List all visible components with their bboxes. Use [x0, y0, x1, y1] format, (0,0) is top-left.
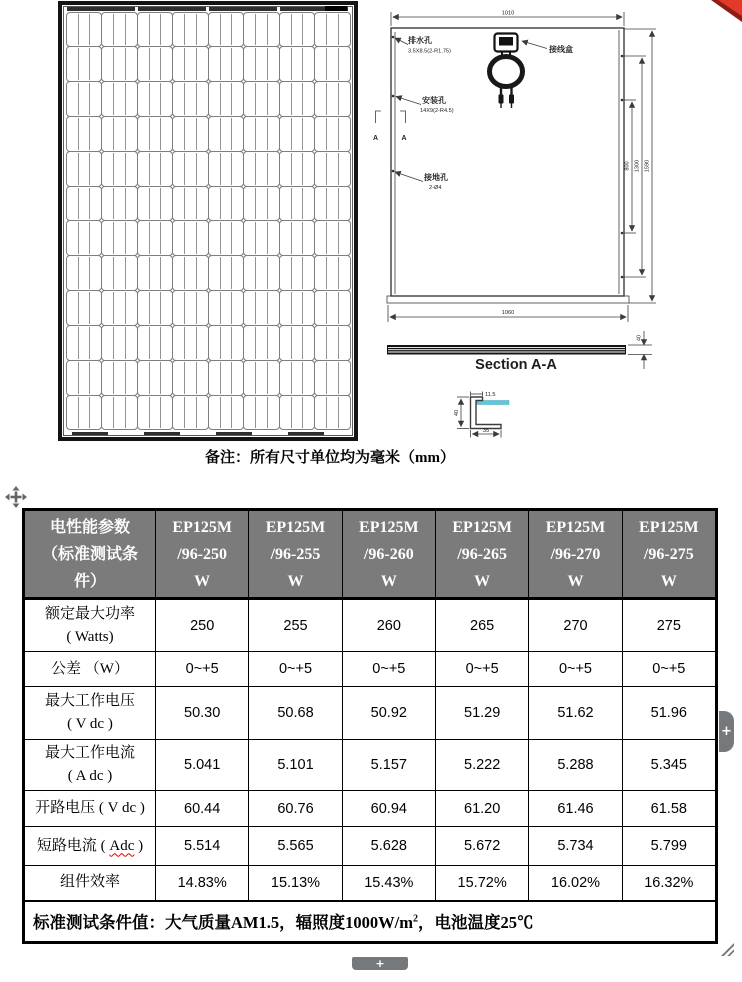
solar-cell [66, 255, 103, 291]
section-bar [387, 331, 652, 373]
value-cell[interactable]: 5.734 [529, 827, 622, 866]
svg-text:排水孔: 排水孔 [408, 36, 432, 45]
solar-cell [208, 220, 245, 256]
panel-bottom-busbar [216, 432, 252, 436]
solar-cell [137, 81, 174, 117]
solar-cell [101, 116, 138, 152]
svg-text:1010: 1010 [501, 10, 515, 17]
panel-cell-grid [66, 12, 350, 430]
header-line: EP125M [639, 518, 699, 536]
svg-text:11.5: 11.5 [485, 392, 496, 398]
value-cell[interactable]: 5.672 [435, 827, 528, 866]
value-cell[interactable]: 61.20 [435, 791, 528, 827]
svg-text:800: 800 [624, 161, 631, 171]
solar-cell [101, 151, 138, 187]
solar-cell [66, 116, 103, 152]
solar-cell [137, 255, 174, 291]
panel-corner-mark [325, 6, 347, 11]
model-header-cell[interactable] [342, 511, 435, 599]
solar-cell [172, 325, 209, 361]
solar-cell [314, 395, 351, 431]
solar-cell [279, 255, 316, 291]
value-cell[interactable]: 61.58 [622, 791, 715, 827]
value-cell[interactable]: 5.514 [156, 827, 249, 866]
header-line: W [474, 572, 491, 590]
header-line: /96-270 [550, 545, 601, 563]
solar-cell [243, 116, 280, 152]
value-cell[interactable]: 5.101 [249, 740, 342, 791]
value-cell[interactable]: 50.68 [249, 687, 342, 740]
table-row [25, 866, 716, 901]
spec-table [24, 510, 716, 942]
svg-text:1300: 1300 [634, 159, 641, 173]
solar-cell [208, 186, 245, 222]
solar-cell [137, 116, 174, 152]
solar-cell [314, 255, 351, 291]
solar-cell [314, 290, 351, 326]
value-cell[interactable]: 61.46 [529, 791, 622, 827]
solar-cell [66, 151, 103, 187]
solar-cell [208, 290, 245, 326]
solar-cell [279, 290, 316, 326]
solar-cell [66, 186, 103, 222]
panel-outline [387, 28, 629, 303]
solar-cell [101, 186, 138, 222]
solar-cell [172, 46, 209, 82]
solar-cell [279, 325, 316, 361]
solar-cell [66, 360, 103, 396]
solar-cell [243, 325, 280, 361]
solar-cell [101, 360, 138, 396]
spec-table-wrap [22, 508, 718, 944]
model-header-cell[interactable] [529, 511, 622, 599]
solar-cell [243, 220, 280, 256]
svg-text:3.5X8.5(2-R1.75): 3.5X8.5(2-R1.75) [408, 48, 451, 55]
solar-cell [208, 116, 245, 152]
solar-cell [208, 151, 245, 187]
label-line: ( V dc ) [67, 716, 113, 732]
solar-cell [101, 46, 138, 82]
stc-conditions-cell[interactable] [25, 901, 716, 942]
panel-top-busbar [67, 7, 349, 11]
header-line: W [287, 572, 304, 590]
solar-cell [101, 81, 138, 117]
solar-cell [101, 12, 138, 48]
label-line: ( A dc ) [67, 768, 113, 784]
solar-cell [137, 46, 174, 82]
solar-cell [243, 151, 280, 187]
value-cell[interactable]: 5.628 [342, 827, 435, 866]
solar-cell [243, 360, 280, 396]
solar-cell [243, 255, 280, 291]
solar-cell [314, 186, 351, 222]
solar-cell [66, 325, 103, 361]
header-line: W [194, 572, 211, 590]
solar-cell [314, 360, 351, 396]
value-cell[interactable]: 255 [249, 599, 342, 652]
value-cell[interactable]: 0~+5 [435, 652, 528, 687]
label-line: 最大工作电压 [44, 693, 135, 709]
solar-cell [101, 220, 138, 256]
value-cell[interactable]: 51.62 [529, 687, 622, 740]
solar-cell [314, 81, 351, 117]
solar-cell [208, 255, 245, 291]
value-cell[interactable]: 60.94 [342, 791, 435, 827]
header-line: 电性能参数 [49, 518, 130, 536]
solar-cell [172, 255, 209, 291]
table-row [25, 791, 716, 827]
value-cell[interactable]: 5.222 [435, 740, 528, 791]
solar-cell [137, 395, 174, 431]
model-header-cell[interactable] [156, 511, 249, 599]
solar-cell [172, 395, 209, 431]
label-line: 最大工作电流 [44, 745, 135, 761]
solar-cell [66, 290, 103, 326]
value-cell[interactable]: 275 [622, 599, 715, 652]
note-text[interactable]: 备注：所有尺寸单位均为毫米（mm） [205, 450, 455, 466]
stc-text: 标准测试条件值：大气质量AM1.5，辐照度1000W/m [33, 913, 413, 932]
solar-cell [66, 395, 103, 431]
solar-cell [66, 46, 103, 82]
row-label-cell[interactable] [25, 599, 156, 652]
header-line: /96-260 [363, 545, 414, 563]
solar-cell [66, 220, 103, 256]
solar-cell [243, 46, 280, 82]
value-cell[interactable]: 15.43% [342, 866, 435, 901]
solar-cell [279, 116, 316, 152]
table-resize-handle[interactable] [721, 943, 734, 956]
header-line: EP125M [359, 518, 419, 536]
value-cell[interactable]: 5.565 [249, 827, 342, 866]
param-header-cell[interactable] [25, 511, 156, 599]
solar-cell [243, 12, 280, 48]
solar-cell [137, 12, 174, 48]
value-cell[interactable]: 260 [342, 599, 435, 652]
solar-cell [208, 46, 245, 82]
solar-cell [172, 360, 209, 396]
svg-text:安装孔: 安装孔 [422, 96, 446, 105]
solar-cell [314, 151, 351, 187]
row-label-cell[interactable] [25, 652, 156, 687]
solar-cell [279, 395, 316, 431]
header-line: EP125M [452, 518, 512, 536]
label-line: ( Watts) [66, 628, 114, 645]
header-line: W [660, 572, 677, 590]
svg-text:40: 40 [454, 409, 460, 417]
value-cell[interactable]: 50.92 [342, 687, 435, 740]
solar-cell [208, 360, 245, 396]
value-cell[interactable]: 5.041 [156, 740, 249, 791]
label-text: 短路电流 ( [36, 837, 110, 854]
solar-cell [172, 12, 209, 48]
solar-cell [172, 290, 209, 326]
stc-superscript: 2 [412, 913, 418, 925]
svg-text:接线盒: 接线盒 [549, 45, 573, 54]
svg-text:40: 40 [636, 334, 643, 342]
callout-drain-hole [395, 35, 451, 55]
value-cell[interactable]: 0~+5 [529, 652, 622, 687]
svg-text:2-Ø4: 2-Ø4 [429, 185, 442, 191]
svg-text:A: A [401, 135, 407, 142]
value-cell[interactable]: 60.76 [249, 791, 342, 827]
solar-cell [101, 325, 138, 361]
header-row [25, 511, 716, 599]
value-cell[interactable]: 5.288 [529, 740, 622, 791]
solar-cell [101, 290, 138, 326]
header-line: /96-255 [270, 545, 321, 563]
callout-ground-hole [395, 172, 448, 191]
panel-bottom-busbar [72, 432, 108, 436]
table-row [25, 599, 716, 652]
value-cell[interactable]: 0~+5 [249, 652, 342, 687]
solar-cell [172, 81, 209, 117]
spec-table-header [25, 511, 716, 599]
solar-cell [101, 395, 138, 431]
label-line: 公差 （W） [51, 660, 129, 677]
svg-text:接地孔: 接地孔 [424, 173, 448, 182]
solar-cell [279, 360, 316, 396]
value-cell[interactable]: 15.13% [249, 866, 342, 901]
label-line [25, 835, 155, 858]
solar-cell [279, 81, 316, 117]
value-cell[interactable]: 265 [435, 599, 528, 652]
svg-text:1060: 1060 [501, 310, 515, 316]
table-row [25, 740, 716, 791]
header-line: EP125M [172, 518, 232, 536]
label-text-misspell: Adc [109, 837, 135, 854]
header-line: （标准测试条 [41, 545, 138, 563]
row-label-cell[interactable] [25, 866, 156, 901]
value-cell[interactable]: 60.44 [156, 791, 249, 827]
header-line: W [567, 572, 584, 590]
value-cell[interactable]: 5.799 [622, 827, 715, 866]
svg-text:A: A [373, 135, 379, 142]
value-cell[interactable]: 16.02% [529, 866, 622, 901]
dimension-drawing [370, 0, 742, 450]
callout-junction-box [522, 41, 573, 54]
table-row [25, 827, 716, 866]
model-header-cell[interactable] [435, 511, 528, 599]
value-cell[interactable]: 5.157 [342, 740, 435, 791]
svg-text:1590: 1590 [644, 159, 651, 173]
solar-cell [208, 12, 245, 48]
header-line: /96-250 [177, 545, 228, 563]
value-cell[interactable]: 14.83% [156, 866, 249, 901]
frame-profile-detail [454, 392, 509, 438]
solar-cell [66, 12, 103, 48]
svg-text:35: 35 [482, 428, 490, 434]
solar-cell [314, 116, 351, 152]
insert-column-handle[interactable]: + [719, 711, 734, 752]
solar-cell [208, 81, 245, 117]
dim-bottom-1060 [388, 305, 628, 322]
dim-right-side [624, 29, 656, 303]
solar-cell [279, 151, 316, 187]
solar-cell [101, 255, 138, 291]
spec-table-body [25, 599, 716, 942]
row-label-cell[interactable] [25, 791, 156, 827]
solar-cell [279, 46, 316, 82]
header-line: /96-265 [457, 545, 508, 563]
row-label-cell[interactable] [25, 687, 156, 740]
junction-box-graphic [490, 34, 523, 109]
svg-text:Section A-A: Section A-A [475, 357, 557, 373]
solar-cell [314, 12, 351, 48]
solar-cell [279, 186, 316, 222]
svg-text:14X9(2-R4.5): 14X9(2-R4.5) [420, 108, 454, 114]
table-move-handle[interactable] [5, 486, 27, 508]
stc-text: ，电池温度25℃ [417, 913, 534, 932]
label-line: 组件效率 [59, 874, 120, 891]
value-cell[interactable]: 51.96 [622, 687, 715, 740]
value-cell[interactable]: 51.29 [435, 687, 528, 740]
solar-cell [137, 360, 174, 396]
solar-cell [243, 186, 280, 222]
insert-row-handle[interactable]: + [352, 957, 408, 970]
label-line: 开路电压 ( V dc ) [35, 800, 145, 816]
value-cell[interactable]: 0~+5 [342, 652, 435, 687]
solar-cell [314, 325, 351, 361]
header-line: EP125M [545, 518, 606, 536]
row-label-cell[interactable] [25, 827, 156, 866]
header-line: 件） [73, 572, 106, 590]
solar-cell [243, 395, 280, 431]
dim-top-1010 [391, 11, 624, 27]
value-cell[interactable]: 50.30 [156, 687, 249, 740]
solar-cell [243, 81, 280, 117]
solar-cell [314, 46, 351, 82]
value-cell[interactable]: 16.32% [622, 866, 715, 901]
value-cell[interactable]: 15.72% [435, 866, 528, 901]
solar-cell [208, 395, 245, 431]
solar-cell [137, 151, 174, 187]
value-cell[interactable]: 270 [529, 599, 622, 652]
value-cell[interactable]: 250 [156, 599, 249, 652]
solar-cell [137, 290, 174, 326]
model-header-cell[interactable] [249, 511, 342, 599]
solar-cell [243, 290, 280, 326]
table-row [25, 687, 716, 740]
panel-bottom-busbar [144, 432, 180, 436]
value-cell[interactable]: 0~+5 [622, 652, 715, 687]
row-label-cell[interactable] [25, 740, 156, 791]
solar-cell [137, 220, 174, 256]
label-text: ) [134, 837, 144, 854]
solar-cell [137, 186, 174, 222]
solar-cell [172, 220, 209, 256]
value-cell[interactable]: 0~+5 [156, 652, 249, 687]
solar-cell [172, 151, 209, 187]
solar-panel-front-view [58, 1, 358, 441]
table-row [25, 652, 716, 687]
model-header-cell[interactable] [622, 511, 715, 599]
section-cut-marks [373, 111, 407, 142]
footer-row [25, 901, 716, 942]
solar-cell [137, 325, 174, 361]
header-line: /96-275 [643, 545, 694, 563]
solar-cell [279, 220, 316, 256]
solar-cell [314, 220, 351, 256]
solar-cell [172, 186, 209, 222]
solar-cell [172, 116, 209, 152]
value-cell[interactable]: 5.345 [622, 740, 715, 791]
label-line: 额定最大功率 [44, 605, 135, 622]
panel-bottom-busbar [288, 432, 324, 436]
header-line: W [380, 572, 397, 590]
solar-cell [66, 81, 103, 117]
header-line: EP125M [265, 518, 326, 536]
solar-cell [279, 12, 316, 48]
solar-cell [208, 325, 245, 361]
